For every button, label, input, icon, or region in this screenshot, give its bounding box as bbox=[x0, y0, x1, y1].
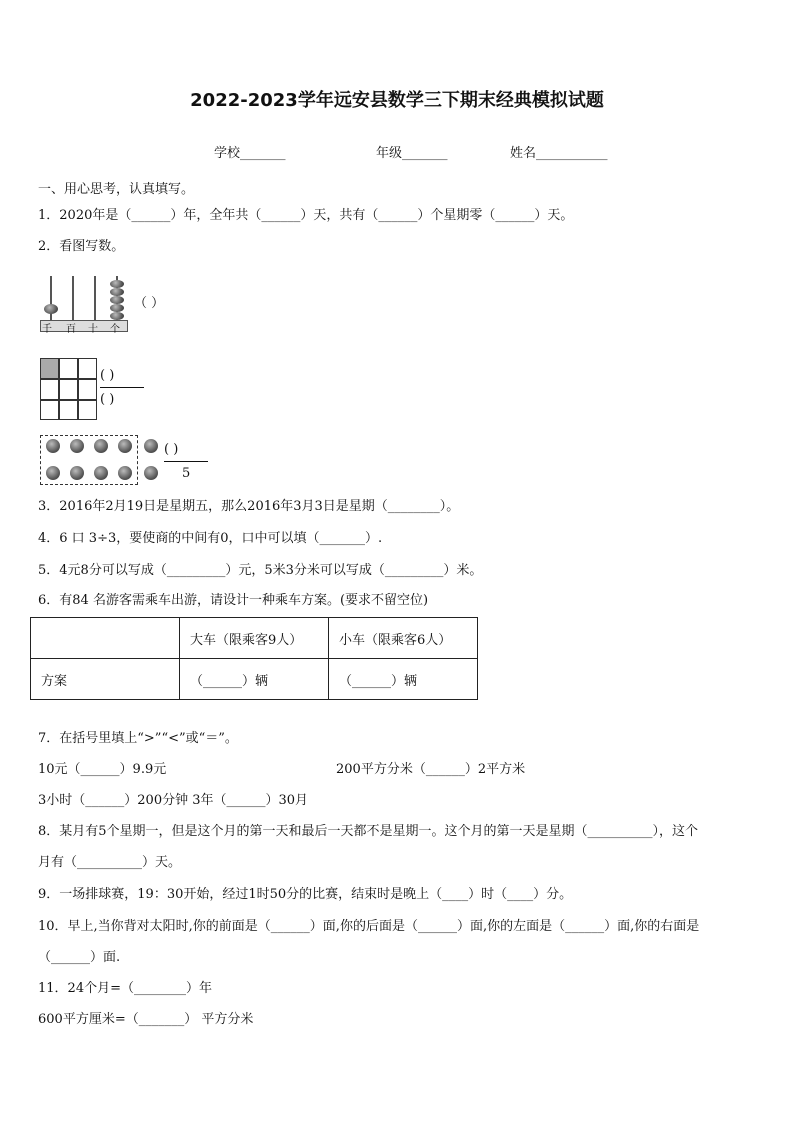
question-1: 1．2020年是（______）年，全年共（______）天，共有（______）个星期零（______）天。 bbox=[38, 208, 574, 223]
table-cell bbox=[31, 618, 180, 659]
dot bbox=[94, 466, 108, 480]
abacus-bead bbox=[110, 280, 124, 288]
abacus-figure bbox=[40, 276, 130, 335]
dot bbox=[46, 439, 60, 453]
dot bbox=[46, 466, 60, 480]
dot bbox=[144, 466, 158, 480]
section-heading: 一、用心思考，认真填写。 bbox=[38, 182, 195, 197]
table-cell: （______）辆 bbox=[329, 659, 478, 700]
question-10-cont: （______）面. bbox=[38, 950, 121, 965]
grid-cell bbox=[59, 400, 78, 420]
abacus-bead bbox=[110, 304, 124, 312]
abacus-answer-blank: （ ） bbox=[134, 296, 165, 311]
question-10: 10．早上,当你背对太阳时,你的前面是（______）面,你的后面是（______）面,你的左面是（______）面,你的右面是 bbox=[38, 919, 700, 934]
question-6: 6．有84 名游客需乘车出游，请设计一种乘车方案。(要求不留空位) bbox=[38, 593, 429, 608]
table-cell: 大车（限乘客9人） bbox=[180, 618, 329, 659]
dot bbox=[70, 439, 84, 453]
grid-cell bbox=[78, 400, 97, 420]
page-title: 2022-2023学年远安县数学三下期末经典模拟试题 bbox=[190, 90, 604, 111]
plan-table bbox=[30, 617, 478, 700]
dots-fraction-numerator: ( ) bbox=[164, 442, 179, 457]
dot bbox=[70, 466, 84, 480]
question-11b: 600平方厘米=（_______） 平方分米 bbox=[38, 1012, 254, 1027]
question-7: 7．在括号里填上“>”“<”或“＝”。 bbox=[38, 731, 238, 746]
grid-cell-shaded bbox=[40, 358, 59, 379]
abacus-label: 千 bbox=[42, 324, 52, 335]
table-row bbox=[31, 659, 478, 700]
grid-cell bbox=[78, 358, 97, 379]
grid-fraction-denominator: ( ) bbox=[100, 392, 115, 407]
dot bbox=[94, 439, 108, 453]
question-7b: 200平方分米（______）2平方米 bbox=[336, 762, 526, 777]
table-header-row bbox=[31, 618, 478, 659]
school-field: 学校_______ bbox=[214, 146, 286, 161]
question-7a: 10元（______）9.9元 bbox=[38, 762, 167, 777]
grid-figure bbox=[40, 358, 97, 420]
question-9: 9．一场排球赛，19：30开始，经过1时50分的比赛，结束时是晚上（____）时（____）分。 bbox=[38, 887, 573, 902]
abacus-label: 个 bbox=[110, 324, 120, 335]
grid-fraction-numerator: ( ) bbox=[100, 368, 115, 383]
question-5: 5．4元8分可以写成（_________）元，5米3分米可以写成（_________）米。 bbox=[38, 563, 483, 578]
table-cell: 小车（限乘客6人） bbox=[329, 618, 478, 659]
fraction-bar bbox=[164, 461, 208, 462]
grid-cell bbox=[78, 379, 97, 400]
abacus-rod bbox=[72, 276, 74, 320]
fraction-bar bbox=[100, 387, 144, 388]
question-3: 3．2016年2月19日是星期五，那么2016年3月3日是星期（________）。 bbox=[38, 499, 460, 514]
abacus-label: 百 bbox=[66, 324, 76, 335]
question-11: 11．24个月=（________）年 bbox=[38, 981, 212, 996]
abacus-rod bbox=[94, 276, 96, 320]
question-8: 8．某月有5个星期一，但是这个月的第一天和最后一天都不是星期一。这个月的第一天是星期（__________），这个 bbox=[38, 824, 699, 839]
dots-fraction-denominator: 5 bbox=[182, 466, 191, 481]
dot bbox=[118, 466, 132, 480]
abacus-label: 十 bbox=[88, 324, 98, 335]
name-field: 姓名___________ bbox=[510, 146, 608, 161]
question-2: 2．看图写数。 bbox=[38, 239, 125, 254]
question-7c: 3小时（______）200分钟 3年（______）30月 bbox=[38, 793, 309, 808]
dot bbox=[144, 439, 158, 453]
abacus-bead bbox=[110, 288, 124, 296]
table-cell: 方案 bbox=[31, 659, 180, 700]
grade-field: 年级_______ bbox=[376, 146, 448, 161]
grid-cell bbox=[59, 358, 78, 379]
abacus-bead bbox=[44, 304, 58, 314]
abacus-bead bbox=[110, 296, 124, 304]
table-cell: （______）辆 bbox=[180, 659, 329, 700]
question-8-cont: 月有（__________）天。 bbox=[38, 855, 182, 870]
grid-cell bbox=[40, 379, 59, 400]
grid-cell bbox=[40, 400, 59, 420]
abacus-bead bbox=[110, 312, 124, 320]
dot bbox=[118, 439, 132, 453]
grid-cell bbox=[59, 379, 78, 400]
question-4: 4．6 口 3÷3，要使商的中间有0，口中可以填（_______）. bbox=[38, 531, 383, 546]
